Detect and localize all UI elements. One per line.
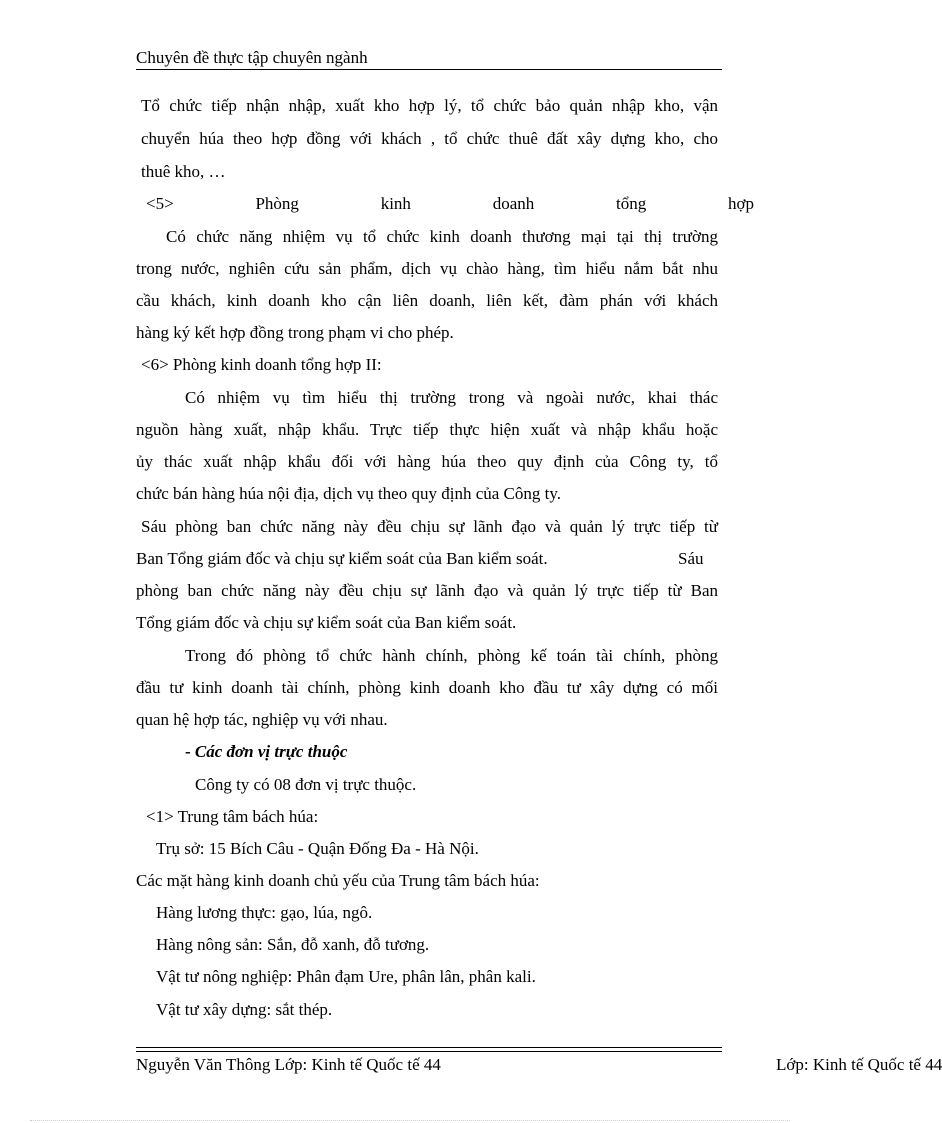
paragraph-line: Trong đó phòng tổ chức hành chính, phòng kế toán tài chính, phòng <box>185 646 718 665</box>
heading-word: doanh <box>492 194 535 213</box>
paragraph-line: chức bán hàng húa nội địa, dịch vụ theo quy định của Công ty. <box>136 484 561 503</box>
footer-left-text: Nguyễn Văn Thông Lớp: Kinh tế Quốc tế 44 <box>136 1055 441 1074</box>
section-heading-5 <box>146 193 754 215</box>
paragraph-line: Ban Tổng giám đốc và chịu sự kiểm soát của Ban kiểm soát. <box>136 549 548 568</box>
unit1-heading: <1> Trung tâm bách húa: <box>146 807 319 826</box>
paragraph-line: trong nước, nghiên cứu sản phẩm, dịch vụ chào hàng, tìm hiểu nắm bắt nhu <box>136 259 718 278</box>
list-item: Vật tư xây dựng: sắt thép. <box>156 1000 333 1019</box>
paragraph-line: ủy thác xuất nhập khẩu đối với hàng húa theo quy định của Công ty, tổ <box>136 452 718 471</box>
page-header-title: Chuyên đề thực tập chuyên ngành <box>136 48 722 70</box>
paragraph-line: Sáu <box>678 549 704 568</box>
paragraph-line: Tổng giám đốc và chịu sự kiểm soát của Ban kiểm soát. <box>136 613 517 632</box>
units-count: Công ty có 08 đơn vị trực thuộc. <box>195 775 417 794</box>
paragraph-line: thuê kho, … <box>141 162 226 181</box>
paragraph-line: Sáu phòng ban chức năng này đều chịu sự lãnh đạo và quản lý trực tiếp từ <box>141 517 718 536</box>
paragraph-line: nguồn hàng xuất, nhập khẩu. Trực tiếp thực hiện xuất và nhập khẩu hoặc <box>136 420 718 439</box>
paragraph-line: chuyển húa theo hợp đồng với khách , tổ chức thuê đất xây dựng kho, cho <box>141 129 718 148</box>
list-item: Hàng lương thực: gạo, lúa, ngô. <box>156 903 373 922</box>
paragraph-line: hàng ký kết hợp đồng trong phạm vi cho phép. <box>136 323 454 342</box>
unit1-address: Trụ sở: 15 Bích Câu - Quận Đống Đa - Hà Nội. <box>156 839 479 858</box>
paragraph-line: phòng ban chức năng này đều chịu sự lãnh đạo và quản lý trực tiếp từ Ban <box>136 581 718 600</box>
paragraph-line: quan hệ hợp tác, nghiệp vụ với nhau. <box>136 710 388 729</box>
footer-divider <box>136 1047 722 1052</box>
paragraph-line: đầu tư kinh doanh tài chính, phòng kinh doanh kho đầu tư xây dựng có mối <box>136 678 718 697</box>
list-item: Hàng nông sản: Sắn, đỗ xanh, đỗ tương. <box>156 935 430 954</box>
unit1-products-intro: Các mặt hàng kinh doanh chủ yếu của Trung tâm bách húa: <box>136 871 540 890</box>
section-heading-6: <6> Phòng kinh doanh tổng hợp II: <box>141 355 382 374</box>
section-title <box>185 741 347 763</box>
heading-word: Phòng <box>255 194 299 213</box>
paragraph-line: cầu khách, kinh doanh kho cận liên doanh, liên kết, đàm phán với khách <box>136 291 718 310</box>
paragraph-line: Có chức năng nhiệm vụ tổ chức kinh doanh thương mại tại thị trường <box>166 227 718 246</box>
list-item: Vật tư nông nghiệp: Phân đạm Ure, phân lân, phân kali. <box>156 967 536 986</box>
heading-word: tổng <box>616 194 647 213</box>
section-title-text: Các đơn vị trực thuộc <box>194 742 348 761</box>
paragraph-line: Tổ chức tiếp nhận nhập, xuất kho hợp lý, tổ chức bảo quản nhập kho, vận <box>141 96 718 115</box>
heading-word: <5> <box>146 194 174 213</box>
page-bottom-dotted-line <box>30 1120 790 1121</box>
footer-right-text: Lớp: Kinh tế Quốc tế 44 <box>776 1055 942 1074</box>
paragraph-line: Có nhiệm vụ tìm hiểu thị trường trong và ngoài nước, khai thác <box>185 388 718 407</box>
heading-word: kinh <box>380 194 411 213</box>
heading-word: hợp <box>728 194 754 213</box>
section-dash: - <box>185 742 195 761</box>
